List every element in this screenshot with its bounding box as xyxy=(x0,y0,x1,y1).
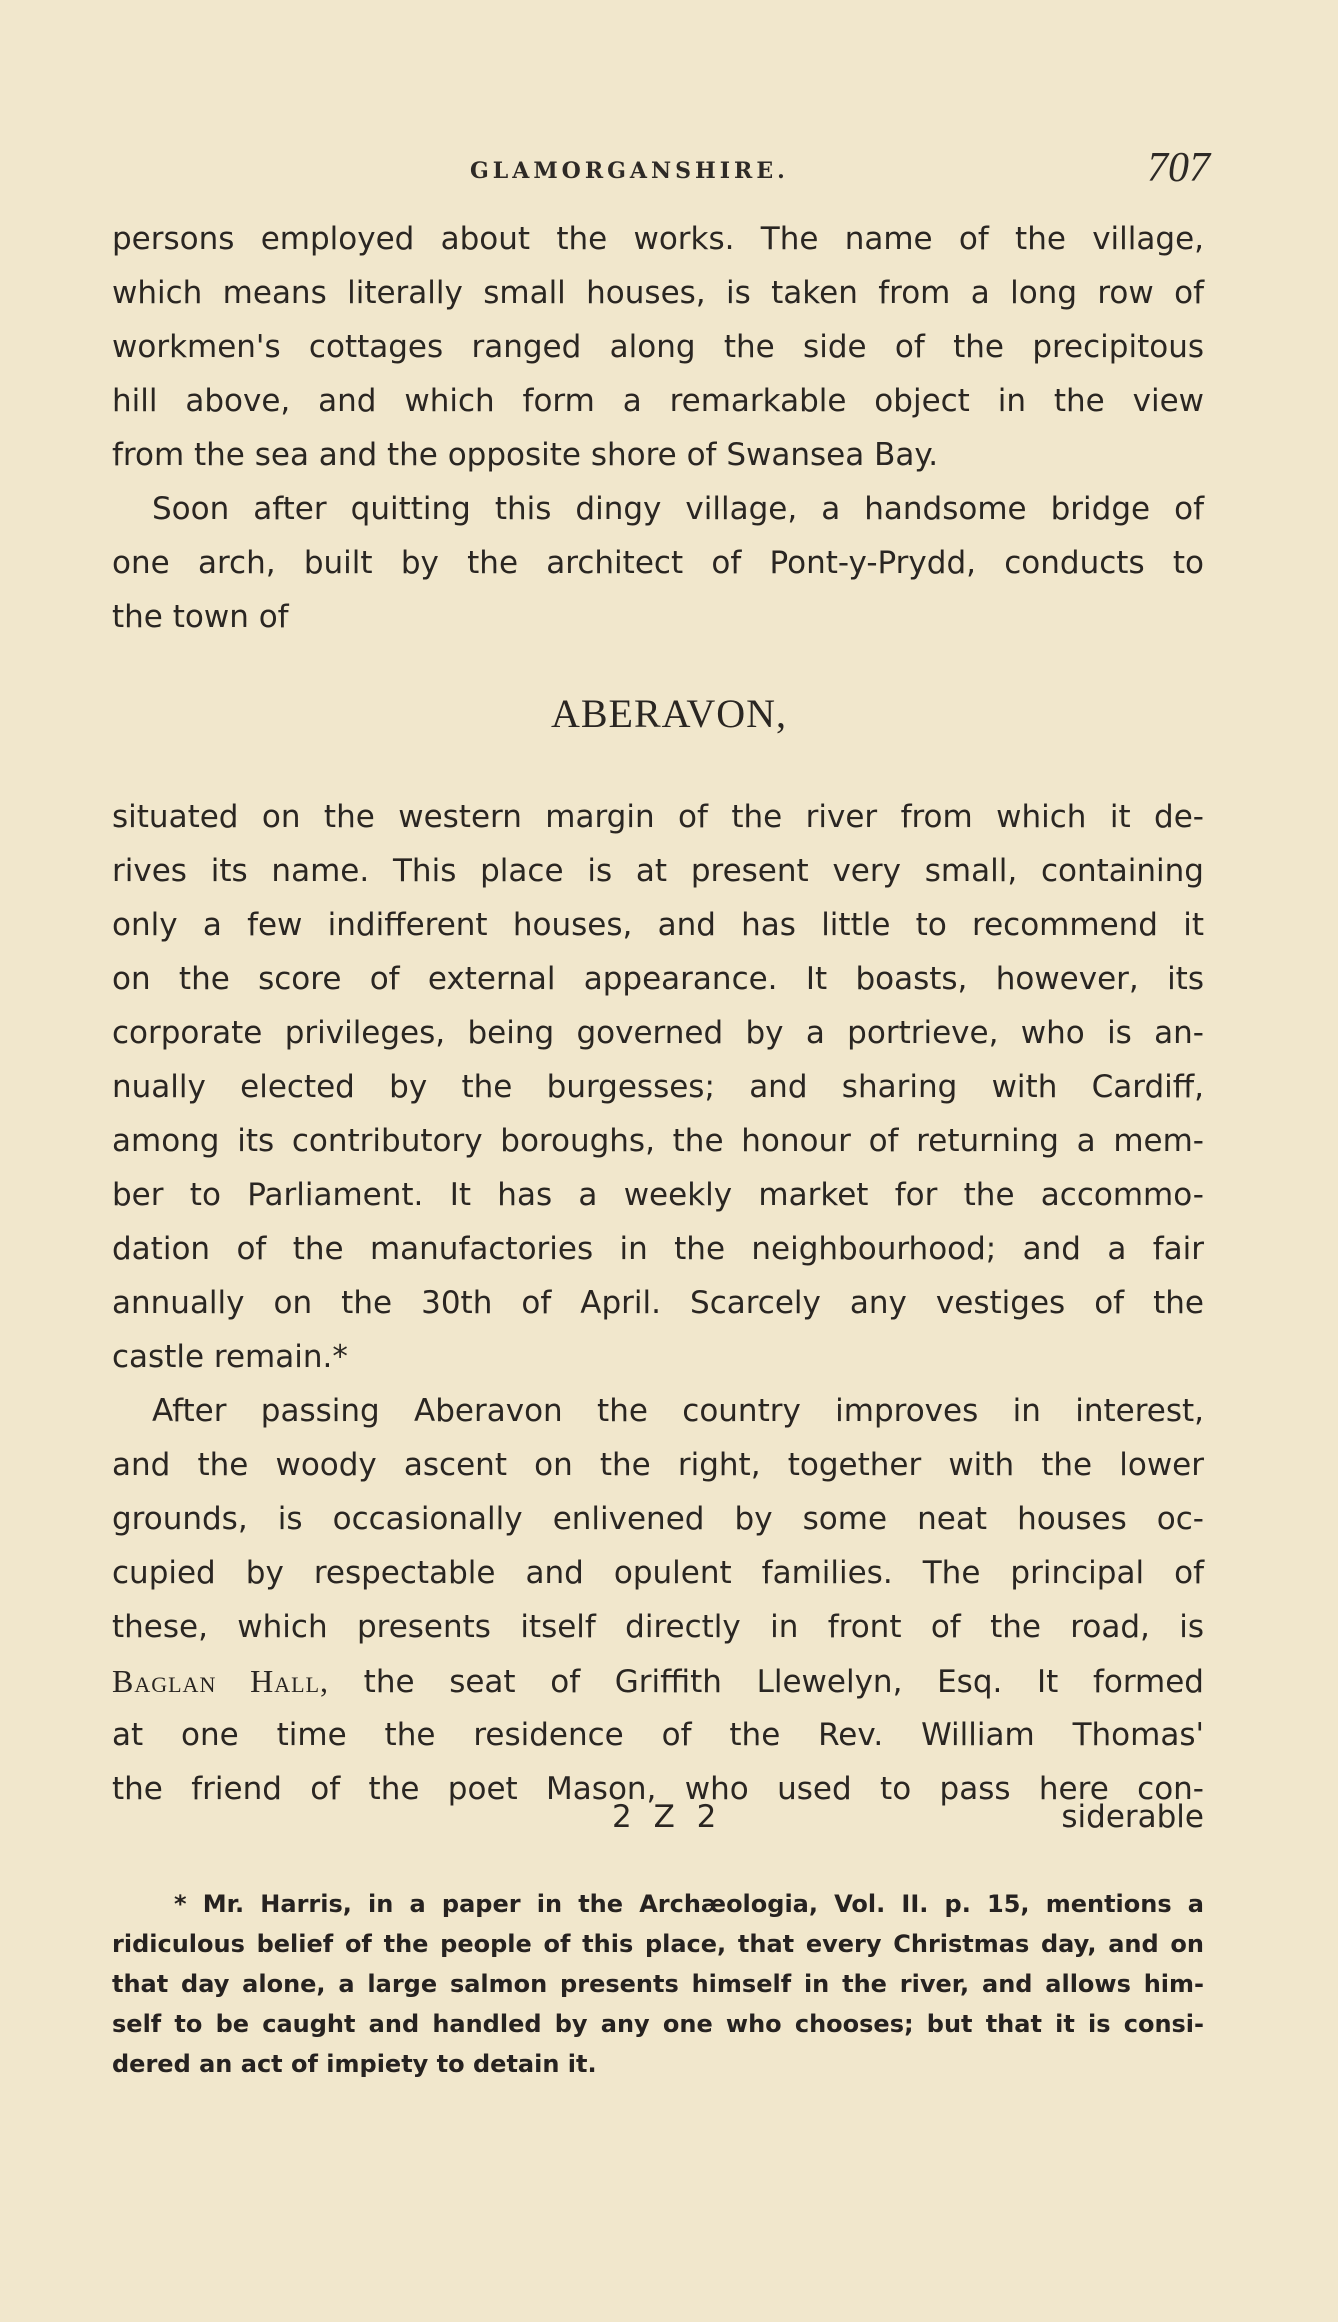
footnote-line: ridiculous belief of the people of this place, that every Christmas day, and on xyxy=(112,1930,1204,1958)
text-line: After passing Aberavon the country improves in interest, xyxy=(152,1393,1204,1429)
text-line: Soon after quitting this dingy village, a handsome bridge of xyxy=(152,491,1204,527)
text-line: workmen's cottages ranged along the side of the precipitous xyxy=(112,329,1204,365)
signature-row xyxy=(112,1790,1204,1844)
footnote-line: * Mr. Harris, in a paper in the Archæologia, Vol. II. p. 15, mentions a xyxy=(174,1890,1204,1918)
text-line: on the score of external appearance. It boasts, however, its xyxy=(112,961,1204,997)
text-line: rives its name. This place is at present very small, containing xyxy=(112,853,1204,889)
text-line: and the woody ascent on the right, together with the lower xyxy=(112,1447,1204,1483)
footnote-line: dered an act of impiety to detain it. xyxy=(112,2050,597,2078)
text-line: only a few indifferent houses, and has little to recommend it xyxy=(112,907,1204,943)
text-line: at one time the residence of the Rev. William Thomas' xyxy=(112,1717,1204,1753)
section-heading: ABERAVON, xyxy=(550,691,788,736)
paragraph-continuation xyxy=(112,212,1204,644)
page-number: 707 xyxy=(1147,145,1210,191)
estate-name: Baglan Hall, xyxy=(112,1663,330,1699)
text-fragment: the seat of Griffith Llewelyn, Esq. It formed xyxy=(363,1664,1204,1700)
text-line: the friend of the poet Mason, who used to pass here con- xyxy=(112,1771,1204,1807)
paragraph-after-aberavon xyxy=(112,1384,1204,1816)
text-line: which means literally small houses, is taken from a long row of xyxy=(112,275,1204,311)
text-line: the town of xyxy=(112,599,289,635)
text-line: among its contributory boroughs, the honour of returning a mem- xyxy=(112,1123,1204,1159)
catchword: siderable xyxy=(1061,1799,1204,1835)
text-line: cupied by respectable and opulent families. The principal of xyxy=(112,1555,1204,1591)
text-line: these, which presents itself directly in front of the road, is xyxy=(112,1609,1204,1645)
signature-mark: 2 Z 2 xyxy=(612,1799,723,1835)
text-line: from the sea and the opposite shore of Swansea Bay. xyxy=(112,437,939,473)
text-line: grounds, is occasionally enlivened by some neat houses oc- xyxy=(112,1501,1204,1537)
text-line: ber to Parliament. It has a weekly market for the accommo- xyxy=(112,1177,1204,1213)
text-line: persons employed about the works. The name of the village, xyxy=(112,221,1204,257)
text-line: one arch, built by the architect of Pont-y-Prydd, conducts to xyxy=(112,545,1204,581)
footnote-line: that day alone, a large salmon presents himself in the river, and allows him- xyxy=(112,1970,1204,1998)
text-line: corporate privileges, being governed by a portrieve, who is an- xyxy=(112,1015,1204,1051)
page-header xyxy=(110,145,1210,200)
text-line: hill above, and which form a remarkable object in the view xyxy=(112,383,1204,419)
text-line: situated on the western margin of the river from which it de- xyxy=(112,799,1204,835)
paragraph-aberavon xyxy=(112,790,1204,1384)
text-line xyxy=(112,1654,1204,1708)
running-head: GLAMORGANSHIRE. xyxy=(470,158,789,184)
text-line: castle remain.* xyxy=(112,1339,348,1375)
text-line: annually on the 30th of April. Scarcely any vestiges of the xyxy=(112,1285,1204,1321)
text-line: nually elected by the burgesses; and sharing with Cardiff, xyxy=(112,1069,1204,1105)
text-line: dation of the manufactories in the neighbourhood; and a fair xyxy=(112,1231,1204,1267)
footnote xyxy=(112,1884,1204,2084)
footnote-line: self to be caught and handled by any one who chooses; but that it is consi- xyxy=(112,2010,1204,2038)
